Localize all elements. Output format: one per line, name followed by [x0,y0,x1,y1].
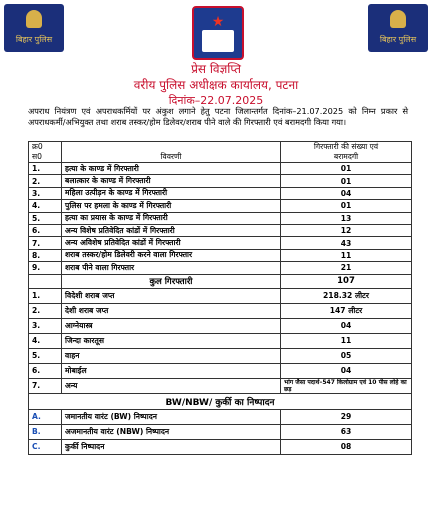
row-value: 63 [281,424,412,439]
row-description: अन्य अविशेष प्रतिवेदित कांडों में गिरफ्तारी [62,237,281,249]
row-number: 2. [29,175,62,187]
row-description: पुलिस पर हमला के काण्ड में गिरफ्तारी [62,200,281,212]
row-value: 29 [281,409,412,424]
row-number: 5. [29,348,62,363]
row-value: 01 [281,175,412,187]
table-row [29,262,412,274]
intro-paragraph: अपराध नियंत्रण एवं अपराधकर्मियों पर अंकुश लगाने हेतु पटना जिलान्तर्गत दिनांक–21.07.2025 को निम्न प्रकार से अपराधकर्मी/अभियुक्त तथा शराब तस्कर/होम डिलेवर/शराब पीने वाले की गिरफ्तारी एवं बरामदगी किया गया। [28,106,408,127]
table-row [29,378,412,393]
release-date: दिनांक–22.07.2025 [168,94,264,107]
row-description: जमानतीय वारंट (BW) निष्पादन [62,409,281,424]
row-description: मोबाईल [62,363,281,378]
row-value: 04 [281,187,412,199]
row-number: 6. [29,224,62,236]
total-arrest-row [29,274,412,288]
row-value: 11 [281,249,412,261]
bihar-police-badge-right [368,4,428,52]
star-icon: ★ [211,14,225,30]
row-description: शराब पीने वाला गिरफ्तार [62,262,281,274]
row-number: 9. [29,262,62,274]
table-row [29,333,412,348]
row-number: 3. [29,318,62,333]
row-number: 5. [29,212,62,224]
row-value: 05 [281,348,412,363]
table-row [29,318,412,333]
col-val-label-2: बरामदगी [333,152,359,161]
table-row [29,224,412,236]
row-number: 6. [29,363,62,378]
row-description: आग्नेयास्त्र [62,318,281,333]
col-val-label-1: गिरफ्तारी की संख्या एवं [313,142,379,151]
table-row [29,200,412,212]
table-row [29,212,412,224]
row-number: 8. [29,249,62,261]
row-description: हत्या का प्रयास के काण्ड में गिरफ्तारी [62,212,281,224]
row-number: 2. [29,303,62,318]
row-description: देशी शराब जप्त [62,303,281,318]
row-number: 1. [29,163,62,175]
table-row [29,187,412,199]
row-description: बलात्कार के काण्ड में गिरफ्तारी [62,175,281,187]
col-no-header [29,142,62,163]
row-number: 1. [29,288,62,303]
col-desc-header: विवरणी [62,142,281,163]
row-number: C. [29,439,62,454]
logo-inner [202,30,234,52]
row-value: 147 लीटर [281,303,412,318]
table-row [29,163,412,175]
row-number: 7. [29,237,62,249]
table-row [29,303,412,318]
row-value: 01 [281,200,412,212]
bihar-police-logo [192,6,244,60]
table-header-row [29,142,412,163]
col-no-label-2: स0 [32,152,42,161]
table-row [29,363,412,378]
row-number: 4. [29,200,62,212]
row-number: 7. [29,378,62,393]
total-label: कुल गिरफ्तारी [62,274,281,288]
bihar-police-badge-left [4,4,64,52]
row-value: 01 [281,163,412,175]
bw-heading: BW/NBW/ कुर्की का निष्पादन [29,393,412,409]
press-release-title: प्रेस विज्ञप्ति [191,62,241,76]
row-description: कुर्की निष्पादन [62,439,281,454]
row-value: 04 [281,318,412,333]
table-row [29,175,412,187]
table-row [29,288,412,303]
row-description: अन्य [62,378,281,393]
office-name: वरीय पुलिस अधीक्षक कार्यालय, पटना [133,78,299,92]
row-number: B. [29,424,62,439]
row-value: 12 [281,224,412,236]
row-value: 08 [281,439,412,454]
badge-text: बिहार पुलिस [15,35,53,44]
badge-text: बिहार पुलिस [379,35,417,44]
bw-heading-row [29,393,412,409]
row-number: A. [29,409,62,424]
row-description: हत्या के काण्ड में गिरफ्तारी [62,163,281,175]
table-row [29,237,412,249]
row-description: जिन्दा कारतूस [62,333,281,348]
arrest-seizure-table [28,141,412,455]
row-value: 11 [281,333,412,348]
row-description: महिला उत्पीड़न के काण्ड में गिरफ्तारी [62,187,281,199]
row-description: विदेशी शराब जप्त [62,288,281,303]
total-value: 107 [281,274,412,288]
table-row [29,348,412,363]
table-row [29,424,412,439]
row-value: 21 [281,262,412,274]
row-value: भांग जैसा पदार्थ–547 किलोग्राम एवं 10 पीस लोहे का छड़ [281,378,412,393]
row-number: 3. [29,187,62,199]
row-value: 04 [281,363,412,378]
row-description: शराब तस्कर/होम डिलेवरी करने वाला गिरफ्तार [62,249,281,261]
row-description: वाहन [62,348,281,363]
col-val-header [281,142,412,163]
emblem-icon [26,10,42,28]
row-value: 43 [281,237,412,249]
row-description: अन्य विशेष प्रतिवेदित कांडों में गिरफ्तारी [62,224,281,236]
col-no-label-1: क्र0 [32,142,43,151]
row-number: 4. [29,333,62,348]
table-row [29,249,412,261]
row-description: अजमानतीय वारंट (NBW) निष्पादन [62,424,281,439]
emblem-icon [390,10,406,28]
row-value: 13 [281,212,412,224]
total-spacer [29,274,62,288]
row-value: 218.32 लीटर [281,288,412,303]
table-row [29,409,412,424]
table-row [29,439,412,454]
